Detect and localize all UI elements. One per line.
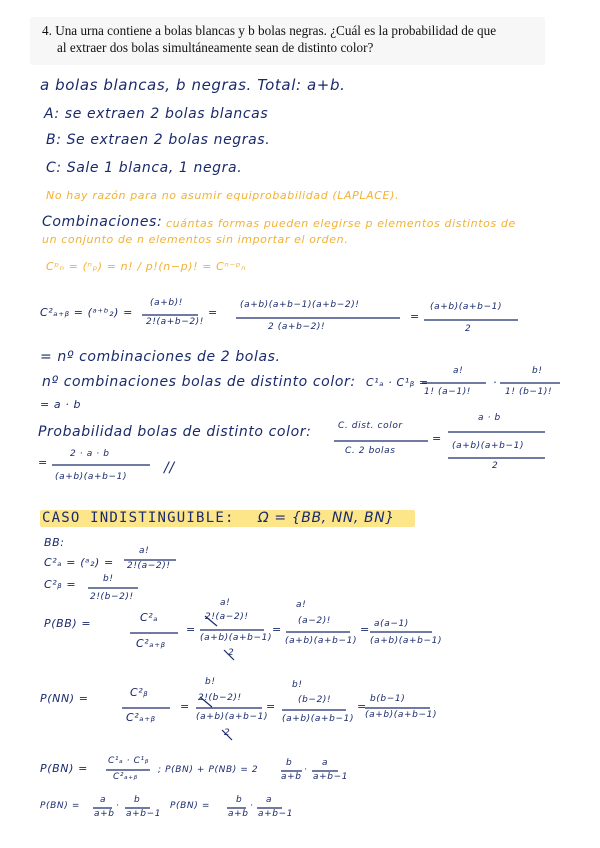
c2b-lhs: C²ᵦ = <box>44 578 77 591</box>
pbn-rest-f1-den: a+b <box>281 772 302 782</box>
pnn-f3-num2: (b−2)! <box>298 695 332 705</box>
eq-sign: = <box>208 306 218 319</box>
pbb-f3-num1: a! <box>296 600 307 610</box>
problem-line-2: al extraer dos bolas simultáneamente sean de distinto color? <box>57 40 374 55</box>
n-dist-expr: C¹ₐ · C¹ᵦ = <box>366 376 429 389</box>
c2b-num: b! <box>103 574 114 584</box>
pnn-f2-num2: 2!(b−2)! <box>198 693 242 703</box>
eq-sign: = <box>180 700 190 713</box>
last-f3-num: b <box>236 795 243 805</box>
event-c: C: Sale 1 blanca, 1 negra. <box>46 160 243 176</box>
pbb-label: P(BB) = <box>44 617 92 630</box>
omega-set: Ω = {BB, NN, BN} <box>258 510 395 526</box>
pnn-f1-den: C²ₐ₊ᵦ <box>126 711 156 724</box>
last-left-label: P(BN) = <box>40 801 80 811</box>
cab-lhs: C²ₐ₊ᵦ = (ᵃ⁺ᵇ₂) = <box>40 306 133 319</box>
pnn-f2-num1: b! <box>205 677 216 687</box>
pnn-f2-den2: 2 <box>224 728 231 738</box>
bb-label: BB: <box>44 536 65 549</box>
pbn-label: P(BN) = <box>40 762 88 775</box>
dot: · <box>250 801 254 811</box>
eq-sign: = <box>432 432 442 445</box>
pbb-f3-num2: (a−2)! <box>298 616 332 626</box>
eq-sign: = <box>410 310 420 323</box>
n-dist-title: nº combinaciones bolas de distinto color: <box>42 374 356 390</box>
dot: · <box>493 376 498 389</box>
cab-f2-den: 2 (a+b−2)! <box>268 322 326 332</box>
pnn-f2-den1: (a+b)(a+b−1) <box>196 712 269 722</box>
c2a-lhs: C²ₐ = (ᵃ₂) = <box>44 556 114 569</box>
prob-res-num: 2 · a · b <box>70 449 110 459</box>
cab-f1-num: (a+b)! <box>150 298 183 308</box>
pnn-f4-num: b(b−1) <box>370 694 406 704</box>
prob-title: Probabilidad bolas de distinto color: <box>38 424 312 440</box>
prob-f-den: C. 2 bolas <box>345 446 396 456</box>
last-f2-num: b <box>134 795 141 805</box>
last-f4-den: a+b−1 <box>258 809 294 819</box>
last-f4-num: a <box>266 795 273 805</box>
caso-title: CASO INDISTINGUIBLE: <box>42 510 235 526</box>
c2a-den: 2!(a−2)! <box>127 561 171 571</box>
prob-f-num: C. dist. color <box>338 421 403 431</box>
last-f1-num: a <box>100 795 107 805</box>
last-f1-den: a+b <box>94 809 115 819</box>
cab-f3-num: (a+b)(a+b−1) <box>430 302 503 312</box>
n-comb-note: = nº combinaciones de 2 bolas. <box>40 349 281 365</box>
pbn-rest-f2-den: a+b−1 <box>313 772 349 782</box>
pbb-f2-den2: 2 <box>228 648 235 658</box>
eq-sign: = <box>272 623 282 636</box>
dot: · <box>116 801 120 811</box>
eq-sign: = <box>266 700 276 713</box>
pbn-rest: ; P(BN) + P(NB) = 2 <box>158 765 259 775</box>
end-mark: // <box>164 460 175 476</box>
pnn-label: P(NN) = <box>40 692 89 705</box>
event-a: A: se extraen 2 bolas blancas <box>44 106 269 122</box>
cab-f3-den: 2 <box>465 324 472 334</box>
prob-f2-mid: (a+b)(a+b−1) <box>452 441 525 451</box>
laplace-note: No hay razón para no asumir equiprobabilidad (LAPLACE). <box>46 189 400 202</box>
pbb-f1-num: C²ₐ <box>140 611 159 624</box>
cab-f2-num: (a+b)(a+b−1)(a+b−2)! <box>240 300 360 310</box>
pnn-f3-den: (a+b)(a+b−1) <box>282 714 355 724</box>
c2a-num: a! <box>139 546 150 556</box>
comb-title: Combinaciones: <box>42 214 163 230</box>
n-dist-result: = a · b <box>40 398 82 411</box>
prob-res-den: (a+b)(a+b−1) <box>55 472 128 482</box>
n-dist-f1-den: 1! (a−1)! <box>424 387 472 397</box>
last-f3-den: a+b <box>228 809 249 819</box>
pbb-f4-num: a(a−1) <box>374 619 409 629</box>
pbb-f2-den1: (a+b)(a+b−1) <box>200 633 273 643</box>
pbb-f2-num1: a! <box>220 598 231 608</box>
eq-sign: = <box>357 700 367 713</box>
pnn-f1-num: C²ᵦ <box>130 686 149 699</box>
problem-line-1: 4. Una urna contiene a bolas blancas y b bolas negras. ¿Cuál es la probabilidad de que <box>42 23 497 38</box>
eq-sign: = <box>186 623 196 636</box>
n-dist-f1-num: a! <box>453 366 464 376</box>
pnn-f4-den: (a+b)(a+b−1) <box>365 710 438 720</box>
n-dist-f2-den: 1! (b−1)! <box>505 387 553 397</box>
event-b: B: Se extraen 2 bolas negras. <box>46 132 271 148</box>
pbb-f1-den: C²ₐ₊ᵦ <box>136 637 166 650</box>
last-right-label: P(BN) = <box>170 801 210 811</box>
eq-sign: = <box>360 623 370 636</box>
last-f2-den: a+b−1 <box>126 809 162 819</box>
pbb-f4-den: (a+b)(a+b−1) <box>370 636 443 646</box>
comb-def-1: cuántas formas pueden elegirse p elementos distintos de <box>166 217 516 230</box>
prob-f2-num: a · b <box>478 413 501 423</box>
eq-sign: = <box>38 456 48 469</box>
setup-line: a bolas blancas, b negras. Total: a+b. <box>40 76 346 94</box>
n-dist-f2-num: b! <box>532 366 543 376</box>
dot: · <box>304 765 308 775</box>
prob-f2-den: 2 <box>492 461 499 471</box>
pbb-f2-num2: 2!(a−2)! <box>205 612 249 622</box>
pnn-f3-num1: b! <box>292 680 303 690</box>
pbn-rest-f2-num: a <box>322 758 329 768</box>
cab-f1-den: 2!(a+b−2)! <box>146 317 205 327</box>
pbn-rest-f1-num: b <box>286 758 293 768</box>
comb-formula: Cᵖₙ = (ⁿₚ) = n! / p!(n−p)! = Cⁿ⁻ᵖₙ <box>46 260 247 273</box>
pbn-num: C¹ₐ · C¹ᵦ <box>108 756 149 766</box>
comb-def-2: un conjunto de n elementos sin importar el orden. <box>42 233 349 246</box>
c2b-den: 2!(b−2)! <box>90 592 134 602</box>
pbn-den: C²ₐ₊ᵦ <box>113 772 138 782</box>
pbb-f3-den: (a+b)(a+b−1) <box>285 636 358 646</box>
